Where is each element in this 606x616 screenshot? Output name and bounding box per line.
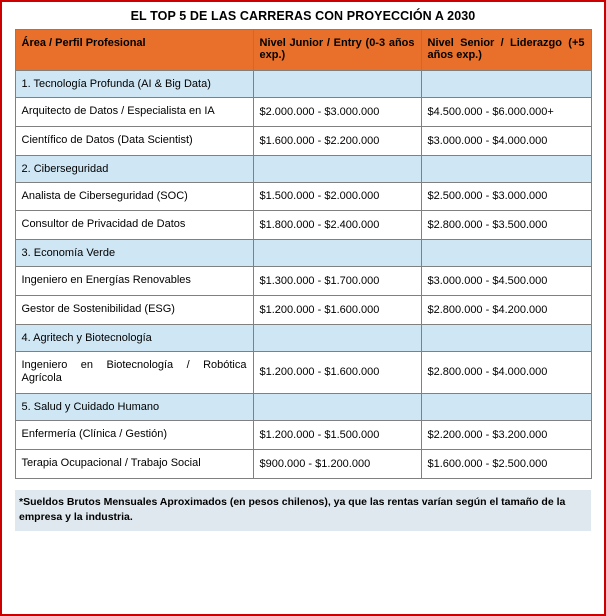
- table-row: [15, 449, 591, 478]
- category-junior-salary: [253, 155, 421, 182]
- category-junior-salary: [253, 71, 421, 98]
- role-name: Enfermería (Clínica / Gestión): [15, 421, 253, 450]
- role-junior-salary: $1.200.000 - $1.500.000: [253, 421, 421, 450]
- role-name: Consultor de Privacidad de Datos: [15, 211, 253, 240]
- category-name: 3. Economía Verde: [15, 240, 253, 267]
- category-junior-salary: [253, 394, 421, 421]
- role-senior-salary: $2.200.000 - $3.200.000: [421, 421, 591, 450]
- role-name: Ingeniero en Energías Renovables: [15, 267, 253, 296]
- careers-table: [15, 29, 592, 479]
- table-row: [15, 267, 591, 296]
- role-senior-salary: $2.800.000 - $4.000.000: [421, 351, 591, 394]
- table-row: [15, 98, 591, 127]
- role-junior-salary: $1.200.000 - $1.600.000: [253, 351, 421, 394]
- category-junior-salary: [253, 240, 421, 267]
- column-header-area: Área / Perfil Profesional: [15, 30, 253, 71]
- table-row: [15, 126, 591, 155]
- role-senior-salary: $2.500.000 - $3.000.000: [421, 182, 591, 211]
- category-junior-salary: [253, 324, 421, 351]
- table-row: [15, 182, 591, 211]
- table-row: [15, 295, 591, 324]
- role-name: Científico de Datos (Data Scientist): [15, 126, 253, 155]
- role-senior-salary: $1.600.000 - $2.500.000: [421, 449, 591, 478]
- role-name: Analista de Ciberseguridad (SOC): [15, 182, 253, 211]
- category-name: 5. Salud y Cuidado Humano: [15, 394, 253, 421]
- table-row: [15, 421, 591, 450]
- category-senior-salary: [421, 155, 591, 182]
- category-name: 2. Ciberseguridad: [15, 155, 253, 182]
- category-senior-salary: [421, 240, 591, 267]
- role-name: Terapia Ocupacional / Trabajo Social: [15, 449, 253, 478]
- table-row: [15, 324, 591, 351]
- role-junior-salary: $1.800.000 - $2.400.000: [253, 211, 421, 240]
- category-senior-salary: [421, 71, 591, 98]
- column-header-junior: Nivel Junior / Entry (0-3 años exp.): [253, 30, 421, 71]
- role-name: Gestor de Sostenibilidad (ESG): [15, 295, 253, 324]
- role-senior-salary: $4.500.000 - $6.000.000+: [421, 98, 591, 127]
- role-senior-salary: $3.000.000 - $4.500.000: [421, 267, 591, 296]
- column-header-senior: Nivel Senior / Liderazgo (+5 años exp.): [421, 30, 591, 71]
- role-senior-salary: $3.000.000 - $4.000.000: [421, 126, 591, 155]
- table-row: [15, 155, 591, 182]
- role-senior-salary: $2.800.000 - $4.200.000: [421, 295, 591, 324]
- role-junior-salary: $2.000.000 - $3.000.000: [253, 98, 421, 127]
- table-body: [15, 71, 591, 479]
- table-header-row: [15, 30, 591, 71]
- role-junior-salary: $1.300.000 - $1.700.000: [253, 267, 421, 296]
- table-row: [15, 351, 591, 394]
- category-name: 1. Tecnología Profunda (AI & Big Data): [15, 71, 253, 98]
- table-row: [15, 394, 591, 421]
- role-senior-salary: $2.800.000 - $3.500.000: [421, 211, 591, 240]
- table-row: [15, 211, 591, 240]
- role-junior-salary: $1.200.000 - $1.600.000: [253, 295, 421, 324]
- table-header: [15, 30, 591, 71]
- page-title: EL TOP 5 DE LAS CARRERAS CON PROYECCIÓN A 2030: [130, 9, 476, 23]
- category-senior-salary: [421, 324, 591, 351]
- role-name: Ingeniero en Biotecnología / Robótica Agrícola: [15, 351, 253, 394]
- table-row: [15, 240, 591, 267]
- role-junior-salary: $1.600.000 - $2.200.000: [253, 126, 421, 155]
- role-junior-salary: $900.000 - $1.200.000: [253, 449, 421, 478]
- footnote: *Sueldos Brutos Mensuales Aproximados (en pesos chilenos), ya que las rentas varían según el tamaño de la empresa y la industria.: [15, 490, 591, 531]
- role-junior-salary: $1.500.000 - $2.000.000: [253, 182, 421, 211]
- category-senior-salary: [421, 394, 591, 421]
- category-name: 4. Agritech y Biotecnología: [15, 324, 253, 351]
- role-name: Arquitecto de Datos / Especialista en IA: [15, 98, 253, 127]
- table-row: [15, 71, 591, 98]
